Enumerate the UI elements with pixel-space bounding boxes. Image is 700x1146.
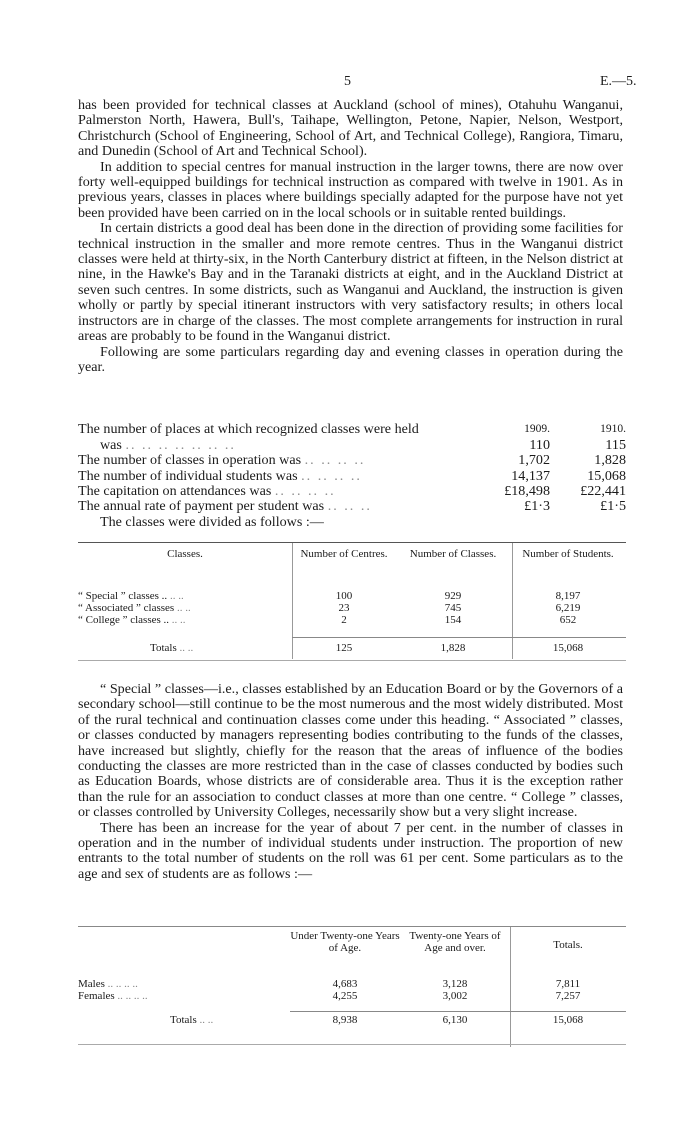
stat-value: £22,441: [580, 483, 626, 500]
table-cell: 6,130: [442, 1014, 468, 1026]
paragraph: “ Special ” classes—i.e., classes established by an Education Board or by the Governors of a secondary school—still continue to be the most numerous and the most widely distributed. Most of the rural technical and continuation classes come under this heading. “ Associated ” classes, or classes conducted by managers representing bodies contributing to the funds of the classes, have increased but slightly, chiefly for the reason that the areas of influence of the bodies conducting the classes are more restricted than in the case of classes conducted by bodies such as Education Boards, whose districts are of considerable area. Thus it is the exception rather than the rule for an association to conduct classes at more than one centre. “ College ” classes, or classes controlled by University Colleges, necessarily show but a very slight increase.: [78, 681, 623, 821]
table-row: “ Special ” classes .. .. .. 100 929 8,197: [78, 590, 626, 602]
table-cell: 8,938: [332, 1014, 358, 1026]
stat-label: The capitation on attendances was: [78, 484, 272, 500]
stat-label: The number of individual students was: [78, 468, 298, 484]
table-cell: 2: [341, 614, 347, 626]
totals-rule: [292, 637, 626, 638]
stat-row: The annual rate of payment per student was .. .. .. £1·3 £1·5: [78, 498, 626, 515]
statistics-list: [78, 422, 626, 530]
column-header: Twenty-one Years of Age and over.: [409, 930, 501, 954]
column-header: Classes.: [167, 548, 203, 560]
table-row: “ Associated ” classes .. .. 23 745 6,219: [78, 602, 626, 614]
stat-label: The annual rate of payment per student was: [78, 499, 325, 515]
paragraph: Following are some particulars regarding day and evening classes in operation during the year.: [78, 343, 623, 375]
stat-row: The capitation on attendances was .. .. .. .. £18,498 £22,441: [78, 483, 626, 500]
table-cell: “ College ” classes ..: [78, 614, 170, 626]
table-cell: 125: [335, 642, 353, 654]
stat-value: £1·5: [600, 498, 626, 515]
column-header: Number of Centres.: [300, 548, 388, 560]
stat-row: [78, 422, 626, 437]
table-cell: 15,068: [552, 642, 584, 654]
stat-value: 110: [529, 436, 550, 453]
body-text-1: [78, 98, 623, 375]
table-cell: “ Associated ” classes: [78, 602, 175, 614]
paragraph: In certain districts a good deal has been done in the direction of providing some facilities for technical instruction in the smaller and more remote centres. Thus in the Wanganui district classes were held at thirty-six, in the North Canterbury district at fifteen, in the Nelson district at nine, in the Hawke's Bay and in the Taranaki districts at eight, and in the Auckland District at seven such centres. In some districts, such as Wanganui and Auckland, the instruction is given wholly or partly by special itinerant instructors with very satisfactory results; in others local instructors are in charge of the classes. The most complete arrangements for instruction in rural areas are probably to be found in the Wanganui district.: [78, 220, 623, 345]
stat-label: The number of classes in operation was: [78, 453, 302, 469]
column-header: Under Twenty-one Years of Age.: [290, 930, 400, 954]
stat-value: 1,702: [518, 452, 550, 469]
table-rule: [78, 1044, 626, 1045]
table-cell: 4,255: [332, 990, 358, 1002]
stat-label: was: [100, 437, 122, 453]
table-cell: 7,257: [555, 990, 581, 1002]
paragraph: In addition to special centres for manual instruction in the larger towns, there are now over forty well-equipped buildings for technical instruction as compared with twelve in 1901. As in previous years, classes in places where buildings specially adapted for the purpose have not yet been provided have been carried on in the local schools or in suitable rented buildings.: [78, 158, 623, 221]
table-cell: 154: [444, 614, 462, 626]
stat-value: £18,498: [504, 483, 550, 500]
table-cell: 23: [338, 602, 350, 614]
table-rule: [78, 542, 626, 543]
table-cell: 4,683: [332, 978, 358, 990]
stat-label: The number of places at which recognized classes were held: [78, 422, 419, 438]
table-row: Females .. .. .. .. 4,255 3,002 7,257: [78, 990, 626, 1002]
table-intro: The classes were divided as follows :—: [100, 513, 324, 530]
stat-value: £1·3: [524, 498, 550, 515]
table-cell: 652: [559, 614, 577, 626]
page-header: [0, 74, 700, 94]
stat-row: was .. .. .. .. .. .. .. 110 115: [100, 436, 626, 453]
stat-value: 15,068: [587, 467, 626, 484]
totals-label: Totals: [170, 1014, 197, 1026]
totals-label: Totals: [150, 642, 177, 654]
column-header: Totals.: [553, 939, 583, 951]
table-row: “ College ” classes .. .. .. 2 154 652: [78, 614, 626, 626]
column-header: Number of Classes.: [409, 548, 497, 560]
table-rule: [78, 926, 626, 927]
paragraph: has been provided for technical classes at Auckland (school of mines), Otahuhu Wanganui, Palmerston North, Hawera, Bull's, Taihape, Wellington, Petone, Napier, Nelson, Westport, Christchurch (School of Engineering, School of Art, and Technical College), Rangiora, Timaru, and Dunedin (School of Art and Technical School).: [78, 97, 623, 160]
stat-value: 14,137: [511, 467, 550, 484]
table-cell: 745: [444, 602, 462, 614]
body-text-2: [78, 682, 623, 882]
classes-table: [78, 548, 626, 654]
stat-value: 115: [605, 436, 626, 453]
table-cell: 1,828: [440, 642, 466, 654]
table-row: Males .. .. .. .. 4,683 3,128 7,811: [78, 978, 626, 990]
table-cell: 929: [444, 590, 462, 602]
year-1910-header: 1910.: [600, 423, 626, 435]
table-cell: Females: [78, 990, 115, 1002]
stat-row: The number of individual students was .. .. .. .. 14,137 15,068: [78, 467, 626, 484]
year-1909-header: 1909.: [524, 423, 550, 435]
table-cell: 6,219: [555, 602, 581, 614]
totals-rule: [290, 1011, 626, 1012]
table-cell: 100: [335, 590, 353, 602]
document-reference: E.—5.: [600, 74, 637, 89]
table-cell: 7,811: [555, 978, 581, 990]
stat-value: 1,828: [594, 452, 626, 469]
totals-row: Totals .. .. 125 1,828 15,068: [78, 642, 626, 654]
table-cell: 3,128: [442, 978, 468, 990]
paragraph: There has been an increase for the year of about 7 per cent. in the number of classes in operation and in the number of individual students under instruction. The proportion of new entrants to the total number of students on the roll was 61 per cent. Some particulars as to the age and sex of students are as follows :—: [78, 819, 623, 882]
stat-row: The number of classes in operation was .. .. .. .. 1,702 1,828: [78, 452, 626, 469]
table-cell: 3,002: [442, 990, 468, 1002]
page-number: 5: [344, 74, 351, 89]
table-cell: Males: [78, 978, 105, 990]
table-cell: 15,068: [552, 1014, 584, 1026]
column-header: Number of Students.: [522, 548, 614, 560]
totals-row: Totals .. .. 8,938 6,130 15,068: [78, 1014, 626, 1026]
table-cell: 8,197: [555, 590, 581, 602]
table-rule: [78, 660, 626, 661]
table-cell: “ Special ” classes ..: [78, 590, 168, 602]
